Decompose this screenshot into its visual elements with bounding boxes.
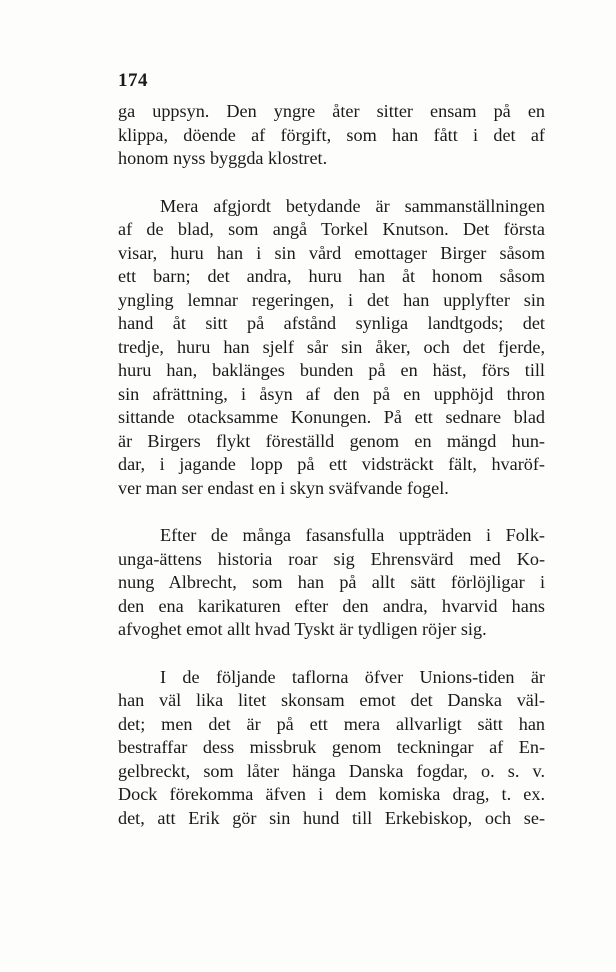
text-line: bestraffar dess missbruk genom teckningar af En- — [118, 737, 545, 757]
text-line: Mera afgjordt betydande är sammanställningen — [160, 195, 545, 216]
paragraph-2 — [118, 195, 545, 501]
text-line: tredje, huru han sjelf sår sin åker, och det fjerde, — [118, 336, 545, 357]
text-line: Dock förekomma äfven i dem komiska drag, t. ex. — [118, 784, 545, 804]
text-line: ga uppsyn. Den yngre åter sitter ensam på en — [118, 101, 545, 121]
text-line: han väl lika litet skonsam emot det Danska väl- — [118, 690, 545, 710]
text-line: det, att Erik gör sin hund till Erkebiskop, och se- — [118, 807, 545, 828]
text-line: klippa, döende af förgift, som han fått i det af — [118, 124, 545, 145]
text-line: visar, huru han i sin vård emottager Birger såsom — [118, 242, 545, 263]
text-line: det; men det är på ett mera allvarligt sätt han — [118, 713, 545, 734]
text-line: afvoghet emot allt hvad Tyskt är tydligen röjer sig. — [118, 619, 487, 639]
text-line: honom nyss byggda klostret. — [118, 148, 328, 168]
text-line: af de blad, som angå Torkel Knutson. Det första — [118, 219, 545, 239]
paragraph-1 — [118, 100, 545, 171]
text-line: är Birgers flykt föreställd genom en mängd hun- — [118, 430, 545, 451]
text-line: nung Albrecht, som han på allt sätt förlöjligar i — [118, 572, 545, 592]
text-line: I de följande taflorna öfver Unions-tiden är — [160, 666, 545, 687]
text-line: yngling lemnar regeringen, i det han upplyfter sin — [118, 289, 545, 310]
paragraph-gap — [118, 642, 545, 666]
text-line: unga-ättens historia roar sig Ehrensvärd med Ko- — [118, 548, 545, 569]
text-line: den ena karikaturen efter den andra, hvarvid hans — [118, 595, 545, 616]
text-line: hand åt sitt på afstånd synliga landtgods; det — [118, 313, 545, 333]
paragraph-gap — [118, 171, 545, 195]
page-number: 174 — [118, 70, 148, 91]
text-line: Efter de många fasansfulla uppträden i Folk- — [160, 525, 545, 545]
text-line: ver man ser endast en i skyn sväfvande fogel. — [118, 477, 449, 498]
paragraph-3 — [118, 524, 545, 642]
paragraph-gap — [118, 500, 545, 524]
paragraph-4 — [118, 666, 545, 831]
text-line: gelbreckt, som låter hänga Danska fogdar, o. s. v. — [118, 760, 545, 781]
text-line: sin afrättning, i åsyn af den på en upphöjd thron — [118, 383, 545, 404]
text-line: dar, i jagande lopp på ett vidsträckt fält, hvaröf- — [118, 454, 545, 474]
text-line: huru han, baklänges bunden på en häst, förs till — [118, 360, 545, 380]
text-line: ett barn; det andra, huru han åt honom såsom — [118, 266, 545, 286]
body-text — [118, 100, 545, 830]
text-line: sittande otacksamme Konungen. På ett sednare blad — [118, 407, 545, 427]
